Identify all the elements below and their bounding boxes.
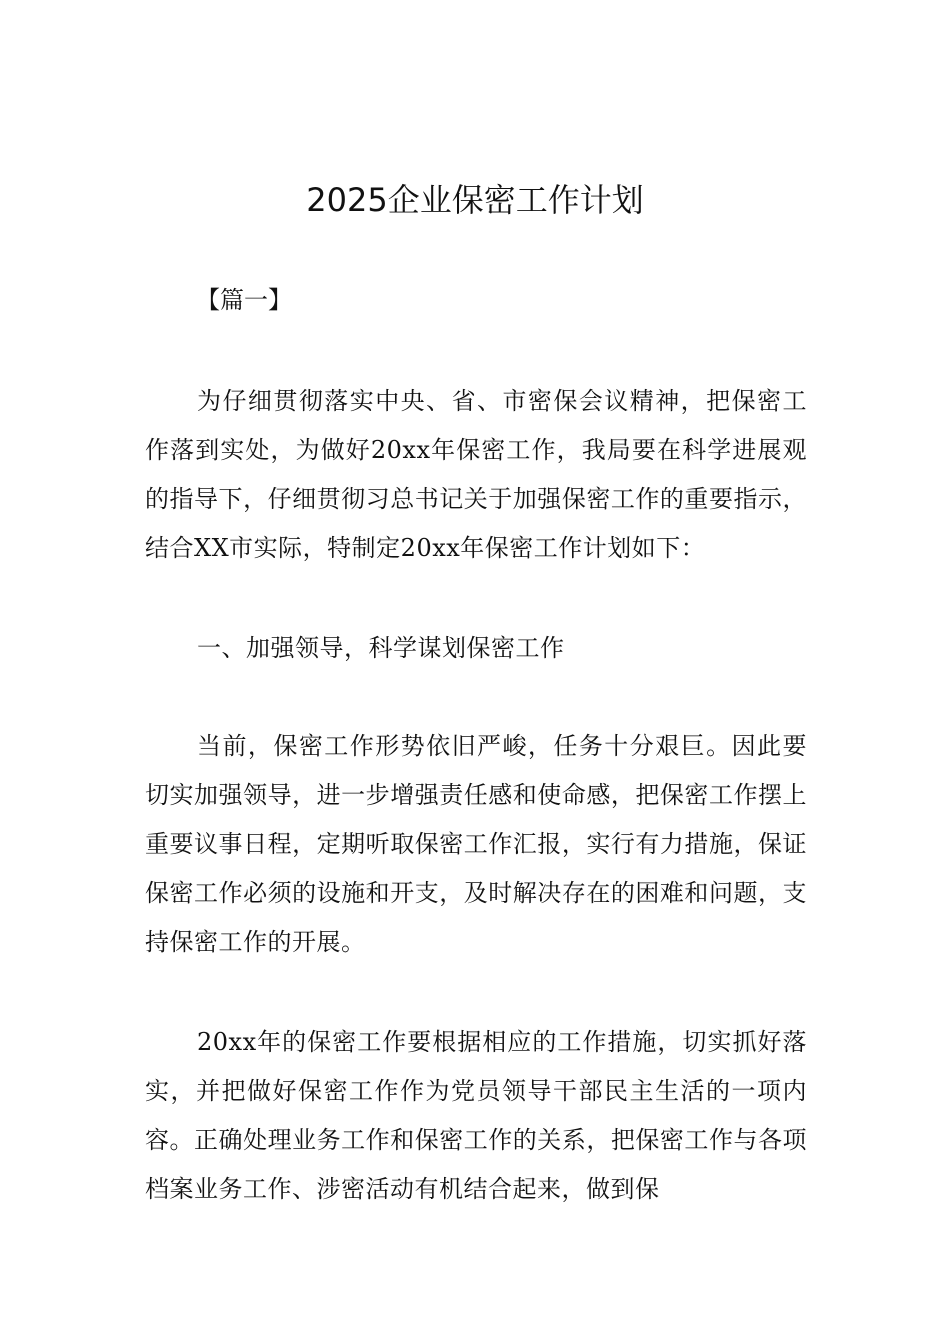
section-tag: 【篇一】: [196, 286, 292, 314]
section-heading-1: 一、加强领导，科学谋划保密工作: [197, 634, 565, 662]
paragraph-leadership: 当前，保密工作形势依旧严峻，任务十分艰巨。因此要切实加强领导，进一步增强责任感和使命感，把保密工作摆上重要议事日程，定期听取保密工作汇报，实行有力措施，保证保密工作必须的设施和开支，及时解决存在的困难和问题，支持保密工作的开展。: [145, 732, 807, 956]
paragraph-measures: 20xx年的保密工作要根据相应的工作措施，切实抓好落实，并把做好保密工作作为党员领导干部民主生活的一项内容。正确处理业务工作和保密工作的关系，把保密工作与各项档案业务工作、涉密活动有机结合起来，做到保: [145, 1028, 807, 1203]
document-title: 2025企业保密工作计划: [306, 181, 644, 219]
paragraph-intro: 为仔细贯彻落实中央、省、市密保会议精神，把保密工作落到实处，为做好20xx年保密工作，我局要在科学进展观的指导下，仔细贯彻习总书记关于加强保密工作的重要指示，结合XX市实际，特制定20xx年保密工作计划如下：: [145, 387, 807, 562]
